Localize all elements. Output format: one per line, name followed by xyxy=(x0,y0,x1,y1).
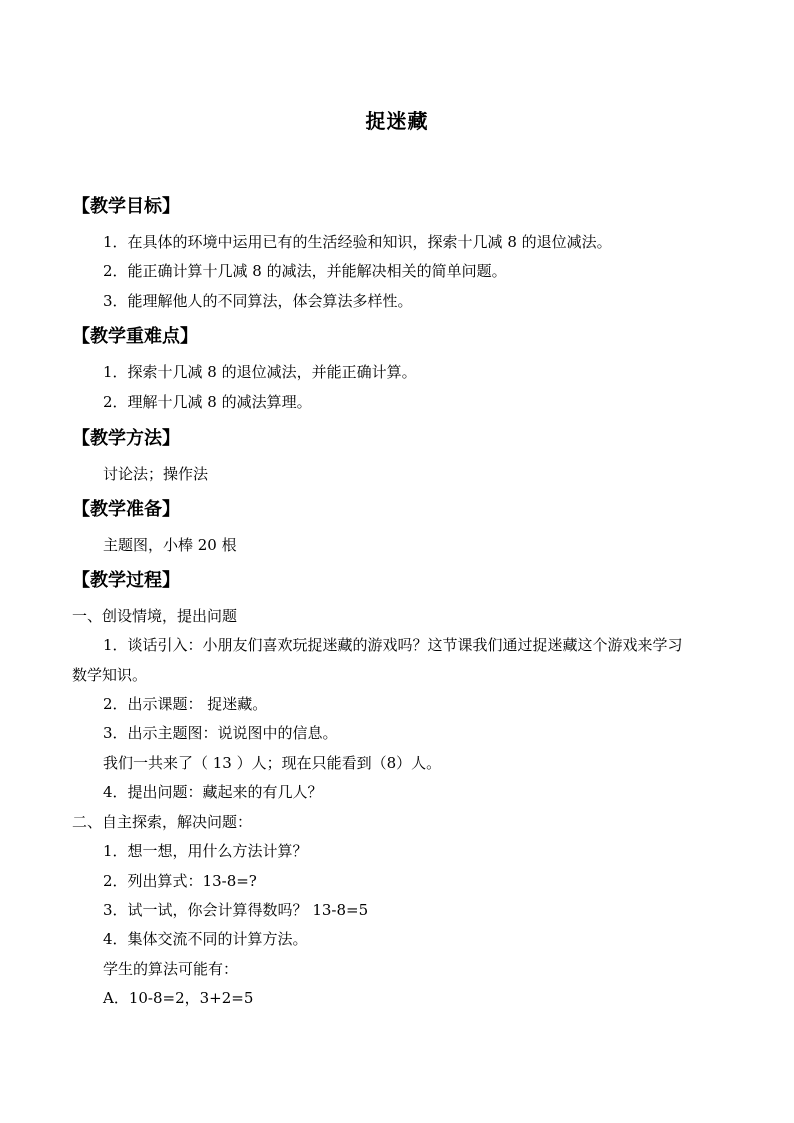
goal-item-2: 2．能正确计算十几减 8 的减法，并能解决相关的简单问题。 xyxy=(103,262,507,280)
preparation-text: 主题图，小棒 20 根 xyxy=(103,536,237,554)
goal-item-3: 3．能理解他人的不同算法，体会算法多样性。 xyxy=(103,292,413,310)
key-point-item-2: 2．理解十几减 8 的减法算理。 xyxy=(103,393,312,411)
process-part1-item3-detail: 我们一共来了（ 13 ）人；现在只能看到（8）人。 xyxy=(103,754,442,772)
process-part2-heading: 二、自主探索，解决问题： xyxy=(72,813,253,831)
process-part1-item2: 2．出示课题： 捉迷藏。 xyxy=(103,695,268,713)
key-point-item-1: 1．探索十几减 8 的退位减法，并能正确计算。 xyxy=(103,363,417,381)
process-part2-item1: 1．想一想，用什么方法计算？ xyxy=(103,842,308,860)
process-part2-item3: 3．试一试，你会计算得数吗？ 13-8=5 xyxy=(103,901,369,919)
process-part1-heading: 一、创设情境，提出问题 xyxy=(72,607,238,625)
process-part2-option-a: A．10-8=2，3+2=5 xyxy=(103,989,254,1007)
process-part1-item1-line2: 数学知识。 xyxy=(72,666,148,684)
process-part2-note: 学生的算法可能有： xyxy=(103,960,239,978)
process-part2-item4: 4．集体交流不同的计算方法。 xyxy=(103,930,308,948)
page-title: 捉迷藏 xyxy=(365,109,429,133)
process-part1-item4: 4．提出问题：藏起来的有几人？ xyxy=(103,783,323,801)
methods-text: 讨论法；操作法 xyxy=(103,465,209,483)
section-heading-goals: 【教学目标】 xyxy=(72,196,180,217)
section-heading-key-points: 【教学重难点】 xyxy=(72,326,198,347)
section-heading-preparation: 【教学准备】 xyxy=(72,499,180,520)
process-part1-item3: 3．出示主题图：说说图中的信息。 xyxy=(103,724,338,742)
section-heading-methods: 【教学方法】 xyxy=(72,428,180,449)
process-part2-item2: 2．列出算式：13-8=? xyxy=(103,872,257,890)
process-part1-item1-line1: 1．谈话引入：小朋友们喜欢玩捉迷藏的游戏吗？这节课我们通过捉迷藏这个游戏来学习 xyxy=(103,636,683,654)
section-heading-process: 【教学过程】 xyxy=(72,570,180,591)
goal-item-1: 1．在具体的环境中运用已有的生活经验和知识，探索十几减 8 的退位减法。 xyxy=(103,233,612,251)
